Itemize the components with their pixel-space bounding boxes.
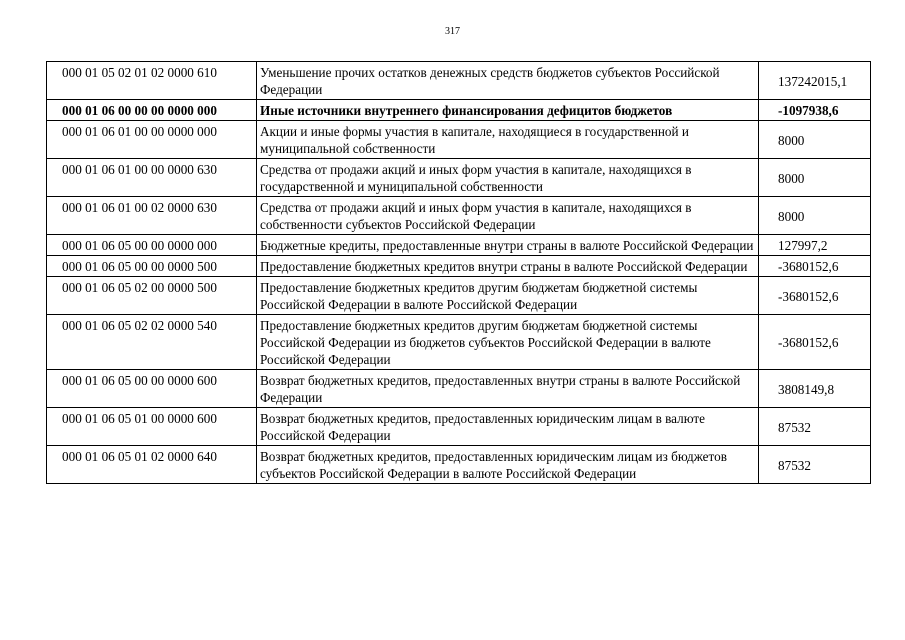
table-row bbox=[47, 62, 871, 100]
amount-cell: -3680152,6 bbox=[759, 256, 871, 277]
table-row bbox=[47, 408, 871, 446]
table-row bbox=[47, 100, 871, 121]
amount-cell: -1097938,6 bbox=[759, 100, 871, 121]
table-row bbox=[47, 315, 871, 370]
table-row bbox=[47, 370, 871, 408]
source-name-cell: Иные источники внутреннего финансирования дефицитов бюджетов bbox=[257, 100, 759, 121]
table-row bbox=[47, 121, 871, 159]
page-number: 317 bbox=[445, 26, 460, 37]
classification-code-cell: 000 01 06 05 02 00 0000 500 bbox=[47, 277, 257, 315]
table-row bbox=[47, 159, 871, 197]
classification-code-cell: 000 01 06 01 00 00 0000 630 bbox=[47, 159, 257, 197]
source-name-cell: Предоставление бюджетных кредитов другим бюджетам бюджетной системы Российской Федерации в валюте Российской Федерации bbox=[257, 277, 759, 315]
classification-code-cell: 000 01 06 05 01 00 0000 600 bbox=[47, 408, 257, 446]
source-name-cell: Акции и иные формы участия в капитале, находящиеся в государственной и муниципальной собственности bbox=[257, 121, 759, 159]
amount-cell: 87532 bbox=[759, 446, 871, 484]
classification-code-cell: 000 01 06 05 01 02 0000 640 bbox=[47, 446, 257, 484]
amount-cell: 87532 bbox=[759, 408, 871, 446]
amount-cell: 3808149,8 bbox=[759, 370, 871, 408]
table-row bbox=[47, 235, 871, 256]
amount-cell: 8000 bbox=[759, 197, 871, 235]
source-name-cell: Возврат бюджетных кредитов, предоставленных юридическим лицам в валюте Российской Федерации bbox=[257, 408, 759, 446]
source-name-cell: Возврат бюджетных кредитов, предоставленных внутри страны в валюте Российской Федерации bbox=[257, 370, 759, 408]
source-name-cell: Возврат бюджетных кредитов, предоставленных юридическим лицам из бюджетов субъектов Российской Федерации в валюте Российской Федерации bbox=[257, 446, 759, 484]
amount-cell: 8000 bbox=[759, 121, 871, 159]
budget-sources-table bbox=[46, 61, 871, 484]
amount-cell: 137242015,1 bbox=[759, 62, 871, 100]
classification-code-cell: 000 01 06 05 00 00 0000 000 bbox=[47, 235, 257, 256]
amount-cell: -3680152,6 bbox=[759, 315, 871, 370]
table-row bbox=[47, 277, 871, 315]
table-row bbox=[47, 256, 871, 277]
classification-code-cell: 000 01 06 05 02 02 0000 540 bbox=[47, 315, 257, 370]
classification-code-cell: 000 01 05 02 01 02 0000 610 bbox=[47, 62, 257, 100]
classification-code-cell: 000 01 06 05 00 00 0000 500 bbox=[47, 256, 257, 277]
classification-code-cell: 000 01 06 05 00 00 0000 600 bbox=[47, 370, 257, 408]
source-name-cell: Уменьшение прочих остатков денежных средств бюджетов субъектов Российской Федерации bbox=[257, 62, 759, 100]
table-body bbox=[47, 62, 871, 484]
amount-cell: 8000 bbox=[759, 159, 871, 197]
source-name-cell: Предоставление бюджетных кредитов внутри страны в валюте Российской Федерации bbox=[257, 256, 759, 277]
source-name-cell: Бюджетные кредиты, предоставленные внутри страны в валюте Российской Федерации bbox=[257, 235, 759, 256]
table-row bbox=[47, 197, 871, 235]
table-row bbox=[47, 446, 871, 484]
source-name-cell: Средства от продажи акций и иных форм участия в капитале, находящихся в государственной и муниципальной собственности bbox=[257, 159, 759, 197]
classification-code-cell: 000 01 06 01 00 02 0000 630 bbox=[47, 197, 257, 235]
classification-code-cell: 000 01 06 00 00 00 0000 000 bbox=[47, 100, 257, 121]
amount-cell: 127997,2 bbox=[759, 235, 871, 256]
amount-cell: -3680152,6 bbox=[759, 277, 871, 315]
source-name-cell: Предоставление бюджетных кредитов другим бюджетам бюджетной системы Российской Федерации из бюджетов субъектов Российской Федерации в валюте Российской Федерации bbox=[257, 315, 759, 370]
source-name-cell: Средства от продажи акций и иных форм участия в капитале, находящихся в собственности субъектов Российской Федерации bbox=[257, 197, 759, 235]
classification-code-cell: 000 01 06 01 00 00 0000 000 bbox=[47, 121, 257, 159]
